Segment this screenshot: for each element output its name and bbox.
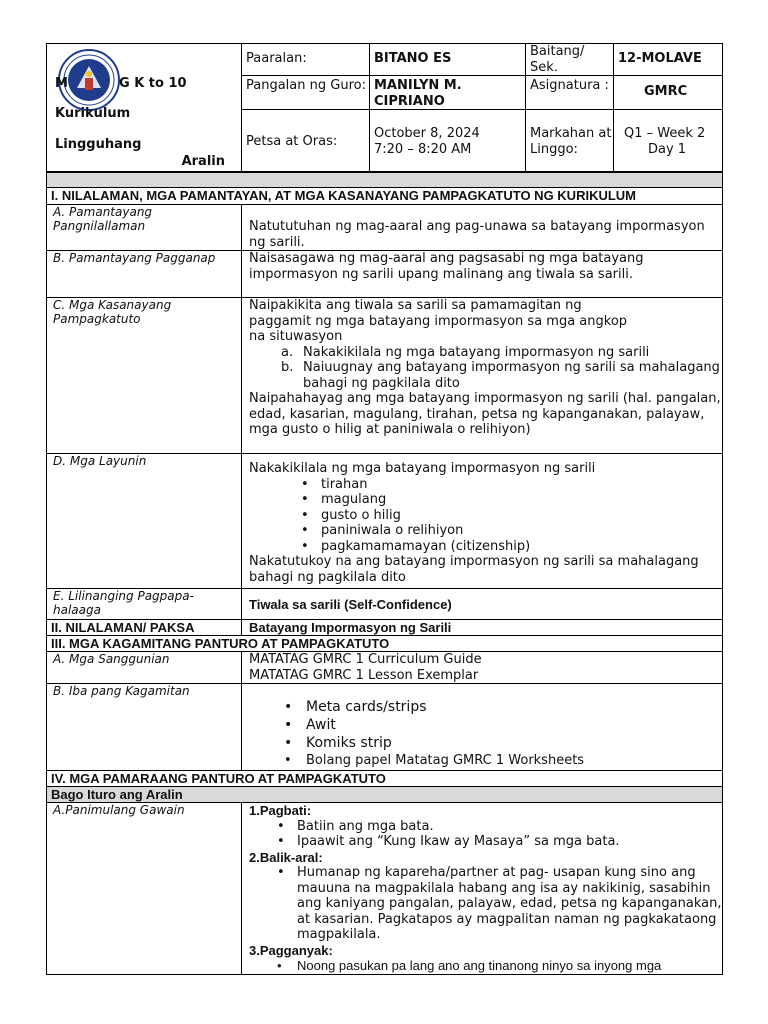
header-table (46, 43, 723, 172)
list-item: • Batiin ang mga bata. (249, 819, 722, 835)
lingguhang-label: Lingguhang (55, 137, 142, 152)
list-item: • Awit (246, 716, 722, 734)
balik-aral-heading: 2.Balik-aral: (249, 849, 323, 865)
layunin-content (242, 454, 723, 589)
aralin-label: Aralin (181, 154, 225, 169)
pamantayang-pagganap-label: B. Pamantayang Pagganap (47, 251, 242, 298)
pamantayang-pagganap-text: Naisasagawa ng mag-aaral ang pagsasabi ng mga batayang impormasyon ng sarili upang malinang ang tiwala sa sarili. (242, 251, 723, 298)
pagganyak-heading: 3.Pagganyak: (249, 942, 333, 958)
list-item: • Ipaawit ang “Kung Ikaw ay Masaya” sa mga bata. (249, 834, 722, 850)
kagamitan-label: B. Iba pang Kagamitan (47, 684, 242, 771)
kagamitan-list (246, 698, 722, 770)
layunin-list (249, 477, 722, 555)
list-item: • Humanap ng kapareha/partner at pag- usapan kung sino ang mauuna na magpakilala habang ang isa ay nakikinig, sasabihin ang kaniyang pangalan, palayaw, edad, petsa ng kapanganakan, at kasarian. Pagkatapos ay magpalitan naman ng pagkakataong magpakilala. (249, 865, 722, 943)
layunin-outro: Nakatutukoy na ang batayang impormasyon ng sarili sa mahalagang bahagi ng pagkilala dito (249, 554, 699, 585)
list-item: • Noong pasukan pa lang ano ang tinanong ninyo sa inyong mga (249, 958, 722, 974)
asignatura-value: GMRC (614, 76, 723, 110)
sanggunian-line: MATATAG GMRC 1 Lesson Exemplar (249, 667, 479, 683)
pamantayang-pangnilalaman-text: Natututuhan ng mag-aaral ang pag-unawa sa batayang impormasyon ng sarili. (242, 205, 723, 251)
pamantayang-pangnilalaman-label: A. Pamantayang Pangnilallaman (47, 205, 242, 251)
guro-label: Pangalan ng Guro: (242, 76, 370, 110)
paaralan-value: BITANO ES (370, 44, 526, 76)
section1-title: I. NILALAMAN, MGA PAMANTAYAN, AT MGA KASANAYANG PAMPAGKATUTO NG KURIKULUM (47, 188, 723, 205)
petsa-value (370, 110, 526, 172)
curriculum-title-cell (47, 44, 242, 172)
section2-value: Batayang Impormasyon ng Sarili (242, 620, 723, 636)
sanggunian-content (242, 652, 723, 684)
list-item: • pagkamamamayan (citizenship) (249, 539, 722, 555)
kasanayang-intro: Naipakikita ang tiwala sa sarili sa pamamagitan ng paggamit ng mga batayang impormasyon sa mga angkop na situwasyon (249, 298, 628, 344)
panimulang-gawain-label: A.Panimulang Gawain (47, 803, 242, 975)
bago-ituro-label: Bago Ituro ang Aralin (47, 787, 723, 803)
title-fragment-right: G K to 10 (119, 76, 187, 91)
pagpapahalaga-label: E. Lilinanging Pagpapa-halaaga (47, 589, 242, 620)
list-item: • Bolang papel Matatag GMRC 1 Worksheets (246, 752, 722, 770)
list-item: • Meta cards/strips (246, 698, 722, 716)
markahan-day: Day 1 (648, 141, 687, 157)
pagganyak-list (249, 958, 722, 974)
kurikulum-label: Kurikulum (55, 106, 131, 121)
section3-title: III. MGA KAGAMITANG PANTURO AT PAMPAGKATUTO (47, 636, 723, 652)
kagamitan-content (242, 684, 723, 771)
section2-title: II. NILALAMAN/ PAKSA (47, 620, 242, 636)
title-fragment-left: M (55, 76, 68, 91)
list-item: • Komiks strip (246, 734, 722, 752)
paaralan-label: Paaralan: (242, 44, 370, 76)
petsa-label: Petsa at Oras: (242, 110, 370, 172)
list-item: b. Naiuugnay ang batayang impormasyon ng sarili sa mahalagang bahagi ng pagkilala dito (281, 360, 720, 391)
layunin-intro: Nakakikilala ng mga batayang impormasyon ng sarili (249, 461, 596, 476)
petsa-date: October 8, 2024 (374, 126, 480, 141)
list-item: • paniniwala o relihiyon (249, 523, 722, 539)
markahan-value (614, 110, 723, 172)
guro-value: MANILYN M. CIPRIANO (370, 76, 526, 110)
sanggunian-line: MATATAG GMRC 1 Curriculum Guide (249, 652, 482, 667)
kasanayang-outro: Naipahahayag ang mga batayang impormasyon ng sarili (hal. pangalan, edad, kasarian, magulang, tirahan, petsa ng kapanganakan, palayaw, mga gusto o hilig at paniniwala o relihiyon) (249, 391, 721, 437)
pagpapahalaga-text: Tiwala sa sarili (Self-Confidence) (242, 589, 723, 620)
layunin-label: D. Mga Layunin (47, 454, 242, 589)
list-item: • tirahan (249, 477, 722, 493)
list-item: • magulang (249, 492, 722, 508)
petsa-time: 7:20 – 8:20 AM (374, 141, 472, 157)
kasanayang-list (249, 345, 722, 392)
pagbati-list (249, 819, 722, 850)
sanggunian-label: A. Mga Sanggunian (47, 652, 242, 684)
content-table (46, 172, 723, 975)
kasanayang-content (242, 298, 723, 454)
list-item: • gusto o hilig (249, 508, 722, 524)
asignatura-label: Asignatura : (526, 76, 614, 110)
baitang-label: Baitang/ Sek. (526, 44, 614, 76)
markahan-label: Markahan at Linggo: (526, 110, 614, 172)
list-item: a. Nakakikilala ng mga batayang impormasyon ng sarili (281, 344, 650, 360)
baitang-value: 12-MOLAVE (614, 44, 723, 76)
grey-spacer (47, 173, 723, 188)
markahan-week: Q1 – Week 2 (624, 126, 706, 141)
kasanayang-label: C. Mga Kasanayang Pampagkatuto (47, 298, 242, 454)
panimulang-gawain-content (242, 803, 723, 975)
pagbati-heading: 1.Pagbati: (249, 803, 312, 818)
lesson-plan (46, 43, 722, 975)
section4-title: IV. MGA PAMARAANG PANTURO AT PAMPAGKATUTO (47, 771, 723, 787)
balik-aral-list (249, 865, 722, 943)
